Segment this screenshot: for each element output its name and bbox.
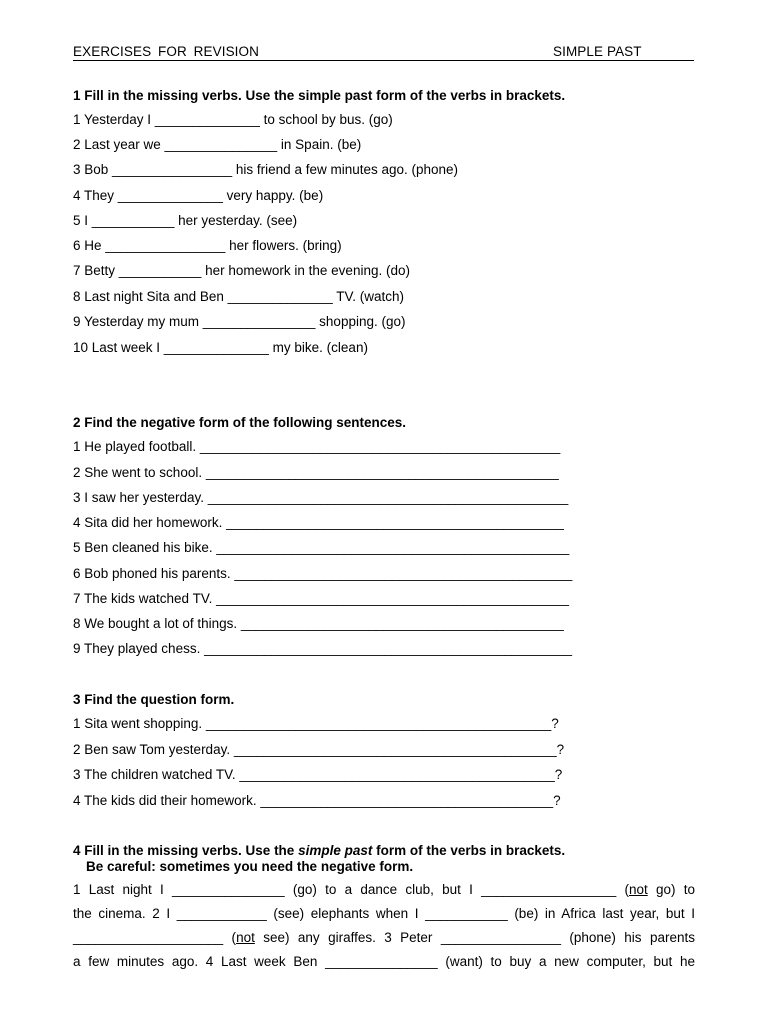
exercise-line: 4 The kids did their homework. _______________________________________? bbox=[73, 793, 561, 808]
exercise-line: 9 Yesterday my mum _______________ shopping. (go) bbox=[73, 314, 406, 329]
exercise-line: 3 Bob ________________ his friend a few minutes ago. (phone) bbox=[73, 162, 459, 177]
exercise-line: 4 Sita did her homework. _____________________________________________ bbox=[73, 515, 564, 530]
exercise-line: 1 Sita went shopping. ______________________________________________? bbox=[73, 716, 559, 731]
section-4-subtitle: Be careful: sometimes you need the negative form. bbox=[86, 859, 414, 874]
section-4-title bbox=[73, 843, 565, 858]
paragraph-row: a few minutes ago. 4 Last week Ben _______________ (want) to buy a new computer, but he bbox=[73, 954, 695, 969]
paragraph-row bbox=[73, 878, 695, 902]
section-4-title-emphasis: simple past bbox=[298, 843, 373, 858]
section-3-title: 3 Find the question form. bbox=[73, 692, 235, 707]
exercise-line: 3 I saw her yesterday. ________________________________________________ bbox=[73, 490, 569, 505]
exercise-line: 4 They ______________ very happy. (be) bbox=[73, 188, 324, 203]
exercise-line: 3 The children watched TV. __________________________________________? bbox=[73, 767, 563, 782]
exercise-line: 8 We bought a lot of things. ___________________________________________ bbox=[73, 616, 564, 631]
exercise-line: 7 The kids watched TV. _______________________________________________ bbox=[73, 591, 569, 606]
section-2-title: 2 Find the negative form of the following sentences. bbox=[73, 415, 407, 430]
exercise-line: 10 Last week I ______________ my bike. (clean) bbox=[73, 340, 368, 355]
exercise-line: 8 Last night Sita and Ben ______________ TV. (watch) bbox=[73, 289, 405, 304]
exercise-line: 7 Betty ___________ her homework in the evening. (do) bbox=[73, 263, 410, 278]
exercise-line: 2 She went to school. _______________________________________________ bbox=[73, 465, 559, 480]
paragraph-row: the cinema. 2 I ____________ (see) elephants when I ___________ (be) in Africa last year, but I bbox=[73, 906, 695, 921]
exercise-line: 2 Ben saw Tom yesterday. ___________________________________________? bbox=[73, 742, 565, 757]
exercise-line: 5 Ben cleaned his bike. _______________________________________________ bbox=[73, 540, 570, 555]
exercise-line: 1 Yesterday I ______________ to school by bus. (go) bbox=[73, 112, 393, 127]
section-4-title-part: form of the verbs in brackets. bbox=[372, 843, 566, 858]
worksheet-header bbox=[73, 44, 694, 61]
exercise-line: 9 They played chess. _________________________________________________ bbox=[73, 641, 572, 656]
exercise-line: 2 Last year we _______________ in Spain. (be) bbox=[73, 137, 362, 152]
header-topic: SIMPLE PAST bbox=[553, 44, 642, 59]
exercise-line: 1 He played football. ________________________________________________ bbox=[73, 439, 561, 454]
section-1-title: 1 Fill in the missing verbs. Use the simple past form of the verbs in brackets. bbox=[73, 88, 566, 103]
section-4-title-part: 4 Fill in the missing verbs. Use the bbox=[73, 843, 299, 858]
paragraph-text: see) any giraffes. 3 Peter ________________ (phone) his parents bbox=[254, 930, 695, 945]
paragraph-text: ____________________ ( bbox=[73, 930, 237, 945]
exercise-line: 6 He ________________ her flowers. (bring) bbox=[73, 238, 342, 253]
exercise-line: 6 Bob phoned his parents. _____________________________________________ bbox=[73, 566, 573, 581]
paragraph-row bbox=[73, 926, 695, 950]
paragraph-text: go) to bbox=[647, 882, 695, 897]
paragraph-text: 1 Last night I _______________ (go) to a dance club, but I __________________ ( bbox=[73, 882, 629, 897]
header-title: EXERCISES FOR REVISION bbox=[73, 44, 259, 59]
underlined-not: not bbox=[236, 930, 255, 945]
exercise-line: 5 I ___________ her yesterday. (see) bbox=[73, 213, 298, 228]
underlined-not: not bbox=[628, 882, 648, 897]
section-4-paragraph bbox=[73, 878, 695, 974]
